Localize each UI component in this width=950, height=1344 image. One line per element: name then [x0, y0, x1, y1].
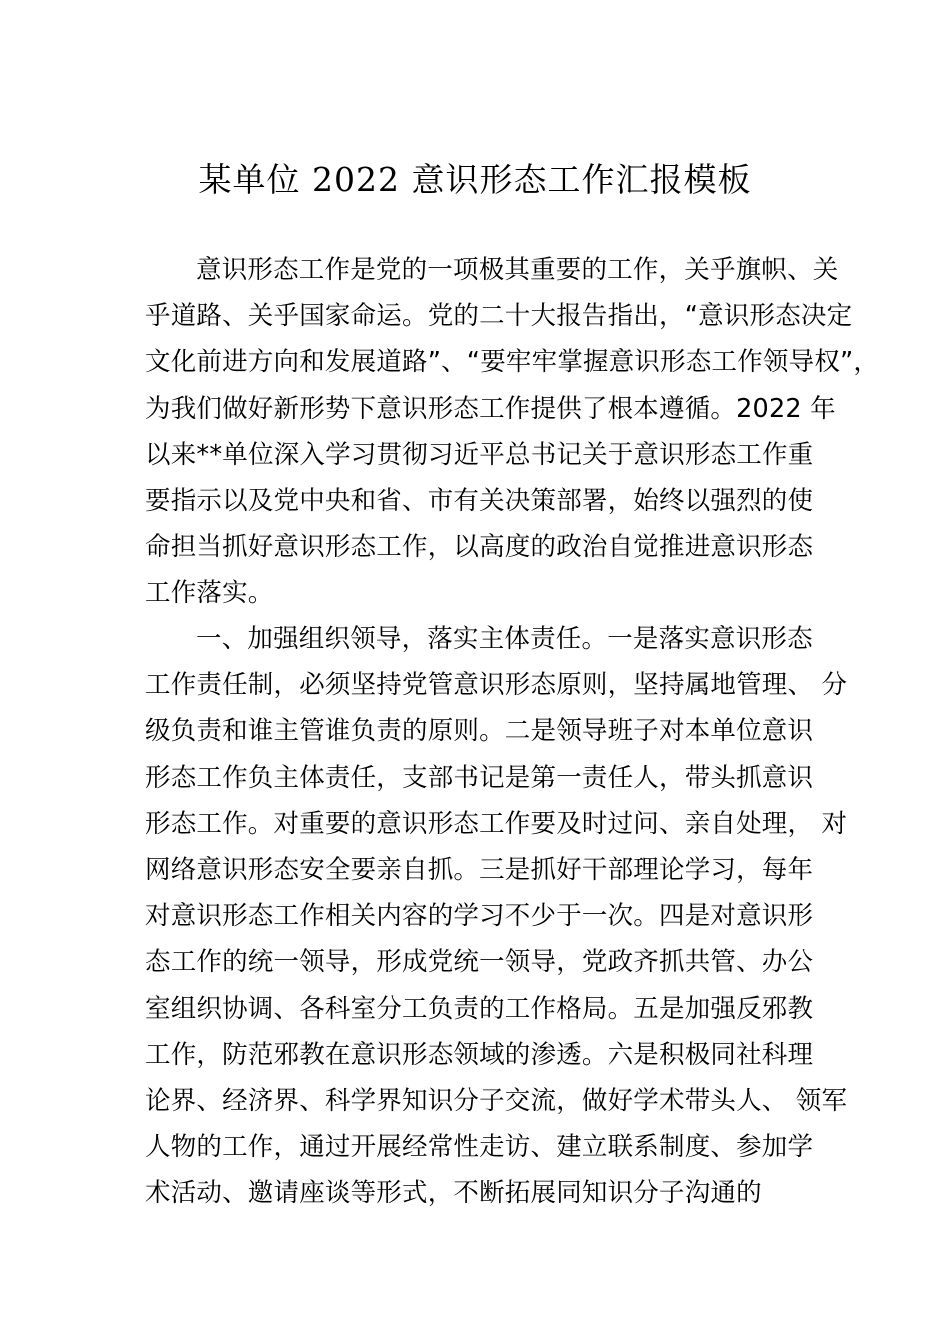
paragraph-intro [145, 247, 880, 617]
text-line: 论界、经济界、科学界知识分子交流，做好学术带头人、 领军 [145, 1085, 848, 1116]
text-line: 工作落实。 [145, 578, 274, 609]
text-line: 意识形态工作是党的一项极其重要的工作，关乎旗帜、关 [196, 255, 839, 285]
document-title: 某单位 2022 意识形态工作汇报模板 [198, 160, 752, 199]
text-line: 态工作的统一领导，形成党统一领导，党政齐抓共管、办公 [145, 947, 814, 978]
text-line: 对意识形态工作相关内容的学习不少于一次。四是对意识形 [145, 901, 814, 932]
text-line: 以来**单位深入学习贯彻习近平总书记关于意识形态工作重 [145, 439, 814, 470]
text-line: 室组织协调、各科室分工负责的工作格局。五是加强反邪教 [145, 993, 814, 1024]
text-line: 文化前进方向和发展道路”、“要牢牢掌握意识形态工作领导权”， [145, 347, 880, 378]
text-line: 一、加强组织领导，落实主体责任。一是落实意识形态 [196, 624, 813, 654]
text-line: 工作，防范邪教在意识形态领域的渗透。六是积极同社科理 [145, 1039, 814, 1070]
text-line: 要指示以及党中央和省、市有关决策部署，始终以强烈的使 [145, 485, 814, 516]
text-line: 乎道路、关乎国家命运。党的二十大报告指出，“意识形态决定 [145, 301, 853, 332]
text-line: 工作责任制，必须坚持党管意识形态原则，坚持属地管理、 分 [145, 670, 848, 701]
text-line: 人物的工作，通过开展经常性走访、建立联系制度、参加学 [145, 1132, 814, 1163]
text-line: 网络意识形态安全要亲自抓。三是抓好干部理论学习，每年 [145, 854, 814, 885]
text-line: 命担当抓好意识形态工作，以高度的政治自觉推进意识形态 [145, 532, 814, 563]
text-line: 级负责和谁主管谁负责的原则。二是领导班子对本单位意识 [145, 716, 814, 747]
paragraph-section-one [145, 616, 848, 1216]
text-line: 形态工作。对重要的意识形态工作要及时过问、亲自处理， 对 [145, 808, 848, 839]
text-line: 为我们做好新形势下意识形态工作提供了根本遵循。2022 年 [145, 393, 836, 424]
text-line: 术活动、邀请座谈等形式，不断拓展同知识分子沟通的 [145, 1178, 762, 1209]
text-line: 形态工作负主体责任，支部书记是第一责任人，带头抓意识 [145, 762, 814, 793]
